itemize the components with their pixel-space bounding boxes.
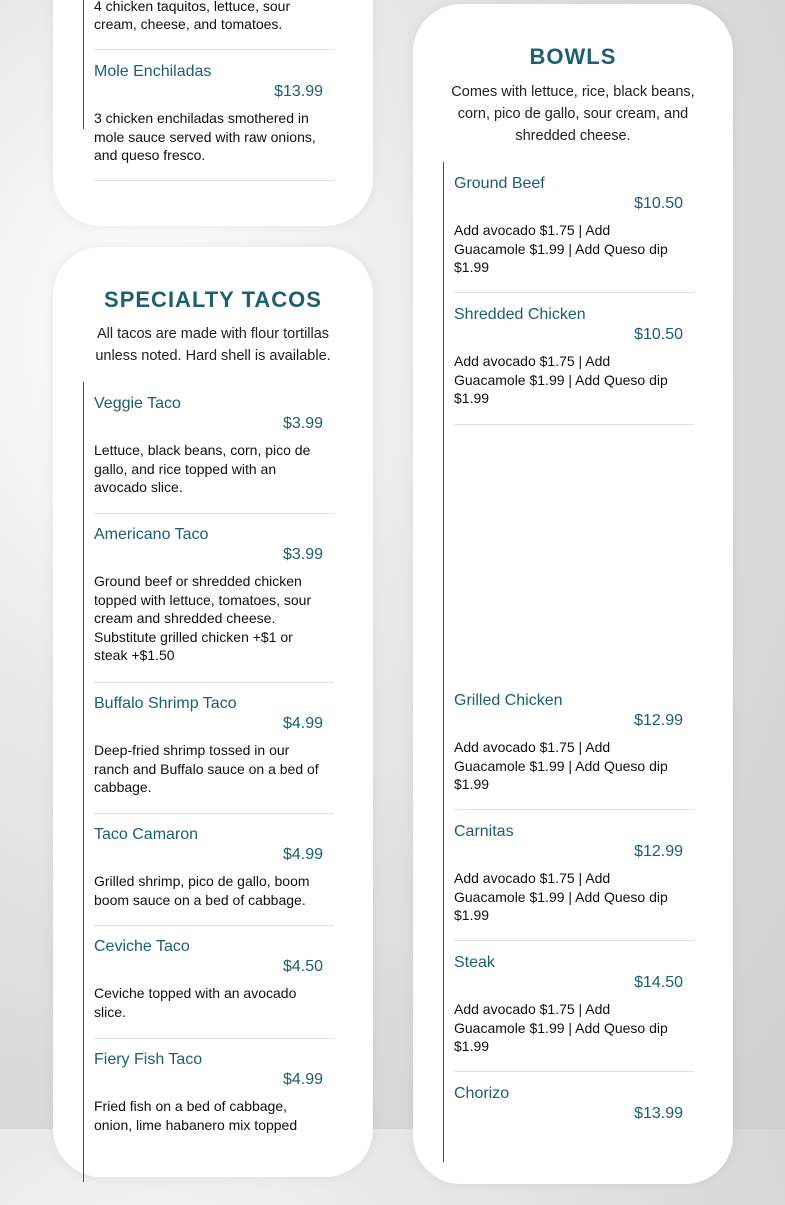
menu-item	[454, 692, 694, 812]
section-subtitle: All tacos are made with flour tortillas unless noted. Hard shell is available.	[95, 326, 331, 364]
item-separator	[454, 1071, 694, 1072]
section-title: BOWLS	[529, 44, 617, 69]
item-description-fragment: 4 chicken taquitos, lettuce, sour cream, cheese, and tomatoes.	[94, 0, 291, 32]
menu-item	[454, 823, 694, 943]
item-description: Add avocado $1.75 | Add Guacamole $1.99 | Add Queso dip $1.99	[454, 870, 668, 923]
item-description: Deep-fried shrimp tossed in our ranch and Buffalo sauce on a bed of cabbage.	[94, 742, 319, 795]
item-price: $13.99	[634, 1105, 683, 1122]
bowls-card	[413, 4, 733, 1184]
menu-card-previous	[53, 0, 373, 226]
item-name: Chorizo	[454, 1085, 510, 1102]
menu-item	[94, 395, 334, 515]
item-price: $4.50	[282, 958, 323, 975]
item-description: 3 chicken enchiladas smothered in mole sauce served with raw onions, and queso fresco.	[94, 110, 316, 163]
menu-item	[454, 954, 694, 1074]
item-price: $12.99	[634, 712, 683, 729]
item-name: Taco Camaron	[94, 826, 199, 843]
item-separator	[454, 424, 694, 425]
menu-item	[454, 175, 694, 295]
item-price: $14.50	[634, 974, 683, 991]
item-price: $3.99	[282, 546, 323, 563]
item-name: Shredded Chicken	[454, 306, 586, 323]
menu-item	[94, 938, 334, 1058]
menu-item	[94, 826, 334, 946]
item-name: Fiery Fish Taco	[94, 1051, 203, 1068]
item-description: Ceviche topped with an avocado slice.	[94, 985, 297, 1020]
section-subtitle: Comes with lettuce, rice, black beans, corn, pico de gallo, sour cream, and shredded cheese.	[451, 84, 695, 144]
item-separator	[454, 292, 694, 293]
item-description: Add avocado $1.75 | Add Guacamole $1.99 | Add Queso dip $1.99	[454, 1001, 668, 1054]
item-name: Carnitas	[454, 823, 514, 840]
item-price: $12.99	[634, 843, 683, 860]
section-divider-line	[83, 0, 84, 129]
item-description: Add avocado $1.75 | Add Guacamole $1.99 | Add Queso dip $1.99	[454, 353, 668, 406]
item-description: Fried fish on a bed of cabbage, onion, lime habanero mix topped	[94, 1098, 298, 1133]
item-name: Buffalo Shrimp Taco	[94, 695, 237, 712]
menu-item	[94, 526, 334, 663]
item-name: Americano Taco	[94, 526, 209, 543]
item-separator	[94, 513, 334, 514]
menu-item	[94, 695, 334, 815]
item-name: Mole Enchiladas	[94, 63, 212, 80]
item-price: $4.99	[282, 846, 323, 863]
item-separator	[454, 940, 694, 941]
item-separator	[94, 180, 334, 181]
item-name: Grilled Chicken	[454, 692, 563, 709]
item-separator	[94, 682, 334, 683]
item-name: Ceviche Taco	[94, 938, 190, 955]
item-name: Veggie Taco	[94, 395, 181, 412]
item-separator	[94, 925, 334, 926]
item-name: Ground Beef	[454, 175, 545, 192]
item-price: $10.50	[634, 195, 683, 212]
item-separator	[94, 813, 334, 814]
item-price: $10.50	[634, 326, 683, 343]
menu-item	[454, 1085, 694, 1205]
section-divider-line	[443, 162, 444, 1162]
item-separator	[454, 809, 694, 810]
item-description: Lettuce, black beans, corn, pico de gallo, and rice topped with an avocado slice.	[94, 442, 311, 495]
item-name: Steak	[454, 954, 495, 971]
item-description: Add avocado $1.75 | Add Guacamole $1.99 | Add Queso dip $1.99	[454, 739, 668, 792]
menu-item	[454, 306, 694, 426]
item-separator	[94, 1038, 334, 1039]
section-title: SPECIALTY TACOS	[104, 287, 322, 312]
item-price: $3.99	[282, 415, 323, 432]
menu-item	[94, 1051, 334, 1171]
item-description: Ground beef or shredded chicken topped with lettuce, tomatoes, sour cream and shredded cheese. Substitute grilled chicken +$1 or steak +$1.50	[94, 573, 312, 663]
item-description: Grilled shrimp, pico de gallo, boom boom sauce on a bed of cabbage.	[94, 873, 310, 908]
specialty-tacos-card	[53, 247, 373, 1177]
item-price: $4.99	[282, 715, 323, 732]
item-description: Add avocado $1.75 | Add Guacamole $1.99 | Add Queso dip $1.99	[454, 222, 668, 275]
item-price: $13.99	[274, 83, 323, 100]
item-price: $4.99	[282, 1071, 323, 1088]
section-divider-line	[83, 382, 84, 1182]
item-separator	[94, 49, 334, 50]
